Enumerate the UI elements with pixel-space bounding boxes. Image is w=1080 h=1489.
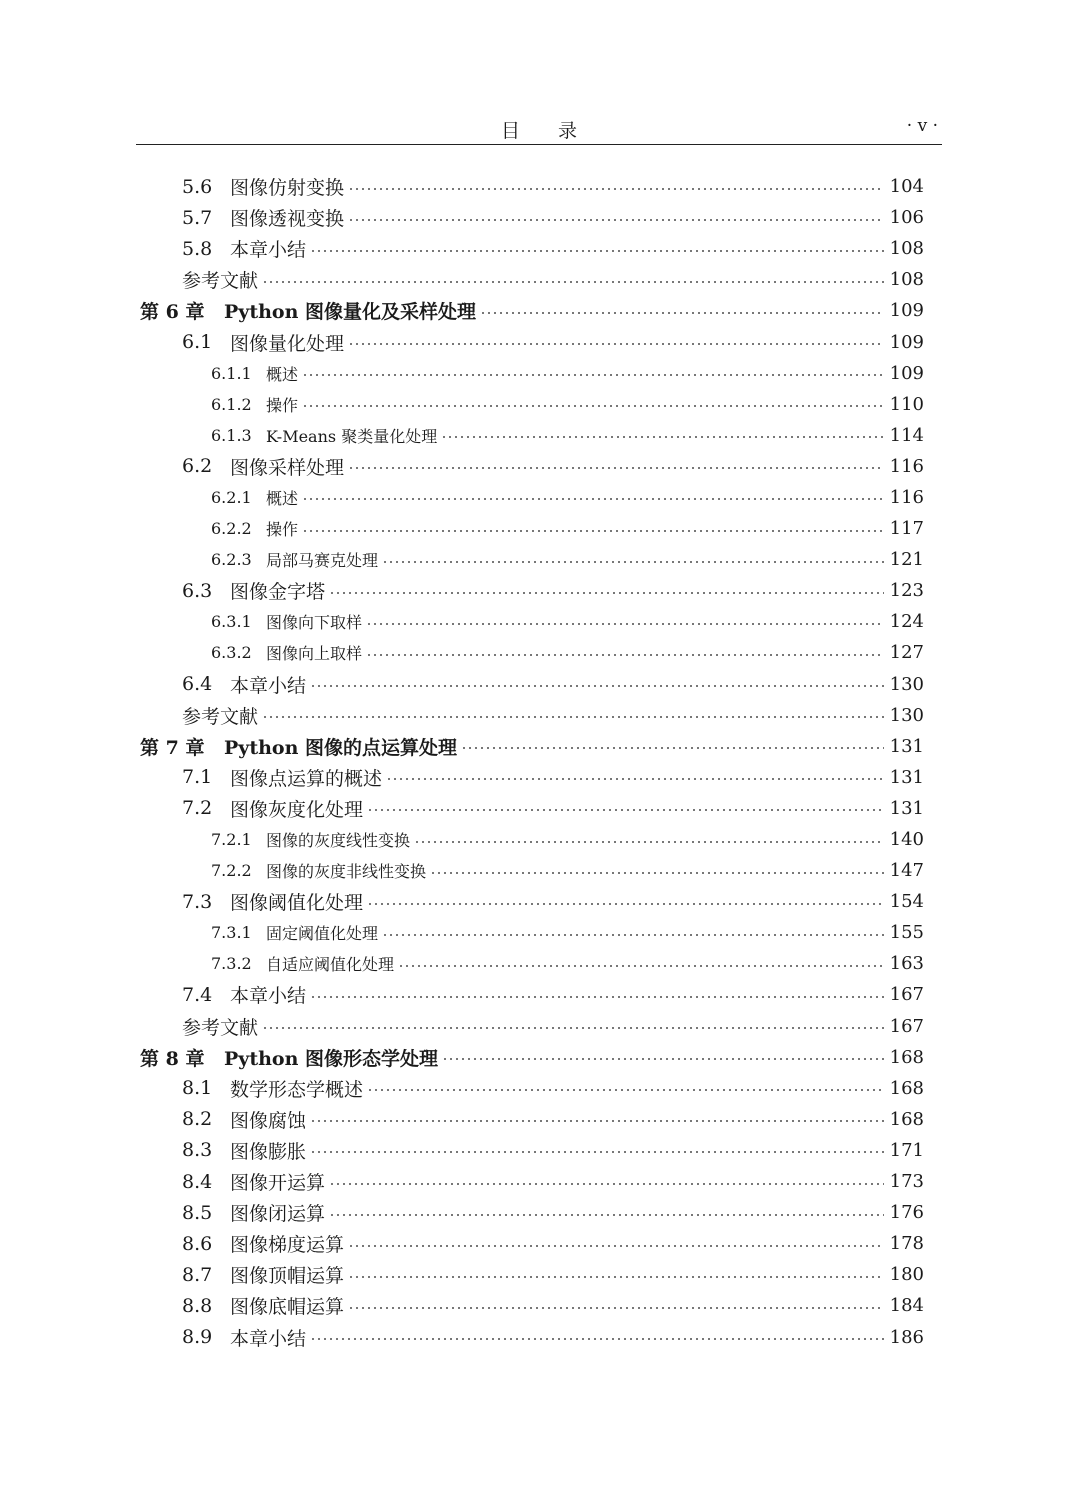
toc-entry-page: 167 [889, 1015, 924, 1037]
toc-entry-title: 图像膨胀 [230, 1140, 307, 1163]
toc-entry-title: 参考文献 [182, 705, 259, 728]
toc-entry-title: 图像顶帽运算 [230, 1265, 345, 1288]
toc-section-entry[interactable] [0, 233, 1080, 264]
toc-section-entry[interactable] [0, 1135, 1080, 1166]
toc-entry-number: 8.6 [182, 1232, 213, 1255]
toc-entry-number: 5.6 [182, 175, 213, 198]
toc-entry-page: 167 [889, 984, 924, 1006]
toc-entry-title: 本章小结 [230, 985, 307, 1008]
toc-entry-page: 155 [889, 922, 924, 944]
toc-entry-title: Python 图像形态学处理 [224, 1047, 439, 1070]
toc-section-entry[interactable] [0, 762, 1080, 793]
toc-dot-leader [367, 809, 884, 811]
toc-entry-title: 图像的灰度线性变换 [266, 831, 411, 851]
toc-entry-title: 图像闭运算 [230, 1203, 326, 1226]
toc-entry-title: 图像的灰度非线性变换 [266, 862, 427, 882]
toc-entry-number: 6.1.1 [211, 363, 252, 383]
toc-dot-leader [366, 623, 884, 625]
toc-section-entry[interactable] [0, 886, 1080, 917]
toc-entry-page: 109 [889, 300, 924, 322]
toc-chapter-entry[interactable] [0, 731, 1080, 762]
toc-dot-leader [348, 343, 884, 345]
toc-entry-title: 固定阈值化处理 [266, 924, 379, 944]
toc-entry-title: 自适应阈值化处理 [266, 955, 395, 975]
toc-entry-title: 图像开运算 [230, 1172, 326, 1195]
toc-entry-page: 180 [889, 1264, 924, 1286]
toc-entry-number: 6.2.3 [211, 550, 252, 570]
toc-entry-title: 图像量化处理 [230, 332, 345, 355]
toc-entry-title: 数学形态学概述 [230, 1078, 364, 1101]
toc-entry-page: 184 [889, 1295, 924, 1317]
toc-entry-title: 图像金字塔 [230, 581, 326, 604]
toc-section-entry[interactable] [0, 544, 1080, 575]
toc-entry-number: 8.7 [182, 1263, 213, 1286]
toc-entry-page: 121 [889, 549, 924, 571]
toc-entry-title: K-Means 聚类量化处理 [266, 426, 438, 446]
toc-entry-title: 参考文献 [182, 1016, 259, 1039]
toc-dot-leader [348, 188, 884, 190]
toc-section-entry[interactable] [0, 948, 1080, 979]
toc-entry-number: 6.1.3 [211, 425, 252, 445]
toc-entry-page: 109 [889, 362, 924, 384]
toc-entry-title: 图像采样处理 [230, 456, 345, 479]
toc-entry-number: 8.1 [182, 1077, 213, 1100]
toc-references-entry[interactable] [0, 1011, 1080, 1042]
toc-entry-number: 7.2.2 [211, 861, 252, 881]
toc-entry-number: 第 7 章 [140, 736, 205, 759]
toc-entry-page: 131 [889, 735, 924, 757]
toc-entry-page: 154 [889, 891, 924, 913]
toc-entry-page: 147 [889, 860, 924, 882]
toc-entry-page: 130 [889, 704, 924, 726]
header-page-number: · v · [906, 116, 938, 136]
toc-entry-title: 图像腐蚀 [230, 1109, 307, 1132]
toc-entry-number: 8.4 [182, 1170, 213, 1193]
toc-dot-leader [310, 1151, 884, 1153]
toc-entry-title: Python 图像的点运算处理 [224, 736, 458, 759]
toc-entry-title: 概述 [266, 488, 299, 508]
toc-entry-number: 6.4 [182, 673, 213, 696]
toc-entry-page: 130 [889, 673, 924, 695]
toc-entry-page: 114 [889, 424, 924, 446]
toc-dot-leader [414, 841, 884, 843]
toc-section-entry[interactable] [0, 1197, 1080, 1228]
toc-entry-number: 8.3 [182, 1139, 213, 1162]
toc-dot-leader [329, 1214, 884, 1216]
toc-entry-number: 6.2.2 [211, 519, 252, 539]
toc-section-entry[interactable] [0, 606, 1080, 637]
toc-entry-page: 116 [889, 486, 924, 508]
toc-dot-leader [329, 592, 884, 594]
toc-section-entry[interactable] [0, 1166, 1080, 1197]
toc-entry-number: 7.4 [182, 983, 213, 1006]
toc-entry-title: 图像点运算的概述 [230, 767, 383, 790]
toc-chapter-entry[interactable] [0, 1042, 1080, 1073]
toc-dot-leader [461, 747, 884, 749]
toc-section-entry[interactable] [0, 1290, 1080, 1321]
toc-section-entry[interactable] [0, 1104, 1080, 1135]
toc-entry-number: 7.3 [182, 890, 213, 913]
toc-entry-page: 106 [889, 207, 924, 229]
toc-entry-page: 116 [889, 455, 924, 477]
header-title: 目 录 [500, 120, 577, 142]
toc-entry-page: 104 [889, 176, 924, 198]
toc-entry-page: 123 [889, 580, 924, 602]
toc-entry-number: 6.3 [182, 579, 213, 602]
toc-entry-page: 131 [889, 766, 924, 788]
toc-section-entry[interactable] [0, 420, 1080, 451]
toc-dot-leader [348, 1307, 884, 1309]
toc-dot-leader [367, 903, 884, 905]
toc-entry-page: 131 [889, 797, 924, 819]
toc-entry-number: 7.2.1 [211, 830, 252, 850]
toc-entry-page: 127 [889, 642, 924, 664]
toc-dot-leader [430, 872, 884, 874]
toc-section-entry[interactable] [0, 1228, 1080, 1259]
toc-entry-page: 168 [889, 1108, 924, 1130]
toc-section-entry[interactable] [0, 202, 1080, 233]
toc-entry-page: 171 [889, 1139, 924, 1161]
toc-entry-page: 108 [889, 238, 924, 260]
toc-dot-leader [310, 1120, 884, 1122]
toc-dot-leader [310, 685, 884, 687]
toc-entry-number: 5.8 [182, 237, 213, 260]
toc-section-entry[interactable] [0, 1073, 1080, 1104]
toc-entry-page: 109 [889, 331, 924, 353]
toc-entry-title: 图像透视变换 [230, 208, 345, 231]
toc-section-entry[interactable] [0, 513, 1080, 544]
toc-entry-title: 图像阈值化处理 [230, 892, 364, 915]
toc-dot-leader [302, 498, 884, 500]
toc-entry-page: 108 [889, 269, 924, 291]
toc-entry-page: 173 [889, 1171, 924, 1193]
toc-entry-title: 参考文献 [182, 270, 259, 293]
toc-dot-leader [310, 996, 884, 998]
toc-entry-number: 8.5 [182, 1201, 213, 1224]
toc-entry-page: 178 [889, 1233, 924, 1255]
toc-entry-page: 140 [889, 829, 924, 851]
toc-references-entry[interactable] [0, 700, 1080, 731]
toc-entry-title: Python 图像量化及采样处理 [224, 301, 477, 324]
toc-entry-title: 图像灰度化处理 [230, 798, 364, 821]
toc-dot-leader [367, 1089, 884, 1091]
toc-section-entry[interactable] [0, 917, 1080, 948]
toc-entry-page: 163 [889, 953, 924, 975]
toc-section-entry[interactable] [0, 358, 1080, 389]
toc-entry-title: 本章小结 [230, 239, 307, 262]
toc-dot-leader [262, 281, 884, 283]
toc-dot-leader [262, 1027, 884, 1029]
toc-section-entry[interactable] [0, 389, 1080, 420]
toc-entry-page: 168 [889, 1046, 924, 1068]
toc-section-entry[interactable] [0, 326, 1080, 357]
toc-entry-title: 本章小结 [230, 674, 307, 697]
toc-references-entry[interactable] [0, 264, 1080, 295]
table-of-contents [0, 171, 1080, 1353]
toc-entry-title: 图像向上取样 [266, 644, 363, 664]
toc-entry-number: 6.3.2 [211, 643, 252, 663]
toc-dot-leader [480, 312, 884, 314]
toc-dot-leader [348, 467, 884, 469]
toc-dot-leader [302, 405, 884, 407]
toc-section-entry[interactable] [0, 575, 1080, 606]
toc-entry-number: 6.1 [182, 331, 213, 354]
toc-dot-leader [302, 530, 884, 532]
toc-entry-title: 图像向下取样 [266, 613, 363, 633]
toc-dot-leader [442, 1058, 884, 1060]
toc-dot-leader [386, 778, 884, 780]
toc-entry-number: 8.8 [182, 1294, 213, 1317]
toc-entry-number: 7.2 [182, 797, 213, 820]
toc-dot-leader [310, 250, 884, 252]
toc-dot-leader [348, 1245, 884, 1247]
toc-dot-leader [382, 561, 884, 563]
toc-entry-number: 第 8 章 [140, 1047, 205, 1070]
page-header [136, 112, 942, 145]
toc-entry-number: 7.3.1 [211, 923, 252, 943]
toc-dot-leader [398, 965, 884, 967]
toc-chapter-entry[interactable] [0, 295, 1080, 326]
toc-section-entry[interactable] [0, 1259, 1080, 1290]
toc-section-entry[interactable] [0, 1321, 1080, 1352]
toc-section-entry[interactable] [0, 669, 1080, 700]
toc-dot-leader [382, 934, 884, 936]
toc-entry-number: 5.7 [182, 206, 213, 229]
toc-dot-leader [348, 1276, 884, 1278]
toc-dot-leader [329, 1183, 884, 1185]
toc-entry-page: 110 [889, 393, 924, 415]
toc-entry-page: 124 [889, 611, 924, 633]
toc-section-entry[interactable] [0, 793, 1080, 824]
toc-entry-title: 操作 [266, 520, 299, 540]
toc-entry-number: 6.2.1 [211, 487, 252, 507]
toc-entry-title: 图像梯度运算 [230, 1234, 345, 1257]
toc-section-entry[interactable] [0, 637, 1080, 668]
toc-dot-leader [262, 716, 884, 718]
toc-section-entry[interactable] [0, 979, 1080, 1010]
toc-section-entry[interactable] [0, 824, 1080, 855]
toc-entry-title: 图像底帽运算 [230, 1296, 345, 1319]
toc-entry-number: 8.9 [182, 1326, 213, 1349]
toc-entry-title: 局部马赛克处理 [266, 551, 379, 571]
toc-entry-number: 8.2 [182, 1108, 213, 1131]
toc-dot-leader [302, 374, 884, 376]
toc-entry-number: 7.3.2 [211, 954, 252, 974]
toc-entry-page: 176 [889, 1202, 924, 1224]
toc-entry-number: 6.3.1 [211, 612, 252, 632]
toc-entry-number: 7.1 [182, 766, 213, 789]
toc-section-entry[interactable] [0, 482, 1080, 513]
toc-entry-page: 168 [889, 1077, 924, 1099]
toc-section-entry[interactable] [0, 451, 1080, 482]
toc-entry-title: 本章小结 [230, 1327, 307, 1350]
toc-entry-title: 图像仿射变换 [230, 177, 345, 200]
toc-entry-number: 6.1.2 [211, 394, 252, 414]
toc-section-entry[interactable] [0, 855, 1080, 886]
toc-entry-title: 操作 [266, 395, 299, 415]
toc-entry-number: 第 6 章 [140, 301, 205, 324]
toc-dot-leader [441, 436, 883, 438]
toc-dot-leader [366, 654, 884, 656]
toc-entry-page: 117 [889, 518, 924, 540]
toc-entry-title: 概述 [266, 364, 299, 384]
toc-entry-page: 186 [889, 1326, 924, 1348]
toc-entry-number: 6.2 [182, 455, 213, 478]
toc-section-entry[interactable] [0, 171, 1080, 202]
toc-dot-leader [348, 219, 884, 221]
toc-dot-leader [310, 1338, 884, 1340]
